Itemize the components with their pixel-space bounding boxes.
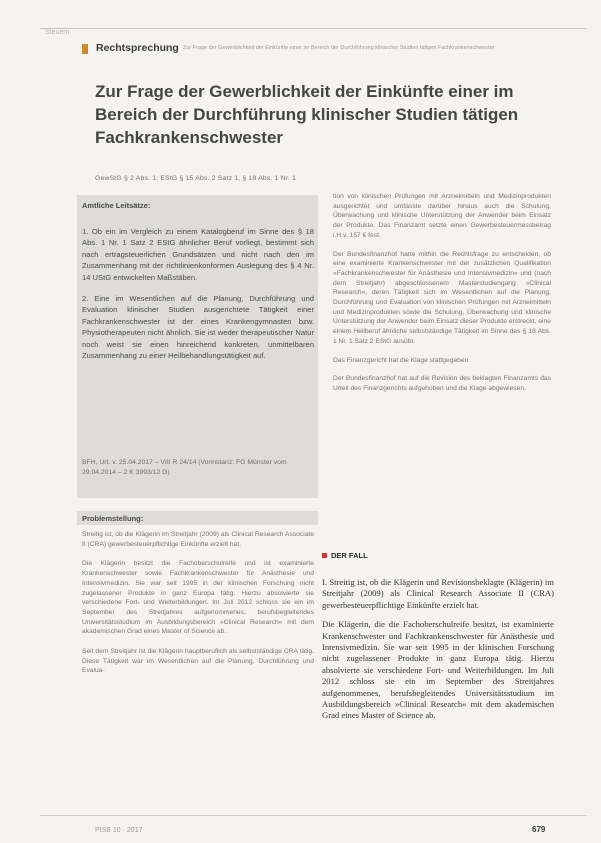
court-citation: BFH, Urt. v. 25.04.2017 – VIII R 24/14 (Vorinstanz: FG Münster vom 29.04.2014 – 2 K 3993/12 G): [82, 459, 287, 476]
page-number: 679: [532, 825, 546, 834]
law-references: GewStG § 2 Abs. 1; EStG § 15 Abs. 2 Satz 1, § 18 Abs. 1 Nr. 1: [95, 175, 297, 182]
rubric-marker: [82, 44, 88, 54]
section-label: Steuern: [45, 29, 70, 36]
leitsaetze-body: [82, 226, 314, 371]
header-rule: [40, 28, 587, 29]
problemstellung-box: [77, 511, 318, 525]
section-bullet: [322, 553, 327, 558]
paragraph: Seit dem Streitjahr ist die Klägerin hauptberuflich als selbstständige CRA tätig. Diese Tätigkeit war im Wesentlichen auf die Planung, Durchführung und Evalua-: [82, 648, 314, 675]
article-title: Zur Frage der Gewerblichkeit der Einkünfte einer im Bereich der Durchführung klinischer Studien tätigen Fachkrankenschwester: [95, 82, 519, 147]
der-fall-heading: DER FALL: [331, 551, 368, 560]
paragraph: I. Streitig ist, ob die Klägerin und Revisionsbeklagte (Klägerin) im Streitjahr (2009) als Clinical Research Associate II (CRA) gewerbesteuerpflichtige Einkünfte erzielt hat.: [322, 577, 554, 610]
rubric-title: Rechtsprechung: [96, 42, 179, 54]
paragraph: tion von klinischen Prüfungen mit Arzneimitteln und Medizinprodukten ausgerichtet und umfasste darüber hinaus auch die Schulung, Überwachung und klinische Unterstützung der Anwender beim Einsatz der Produkte. Das Finanzamt setzte einen Gewerbesteuermessbetrag i.H.v. 157 € fest.: [333, 193, 551, 239]
problemstellung-body: [82, 530, 314, 686]
journal-issue: PISB 10 · 2017: [95, 827, 143, 834]
paragraph: Streitig ist, ob die Klägerin im Streitjahr (2009) als Clinical Research Associate II (CRA) gewerbesteuerpflichtige Einkünfte erzielt hat.: [82, 531, 314, 548]
problemstellung-heading: Problemstellung:: [82, 514, 144, 523]
der-fall-body: [322, 577, 554, 730]
paragraph: Der Bundesfinanzhof hat auf die Revision des beklagten Finanzamts das Urteil des Finanzgerichts aufgehoben und die Klage abgewiesen.: [333, 375, 551, 392]
paragraph: Der Bundesfinanzhof hatte mithin die Rechtsfrage zu entscheiden, ob eine examinierte Krankenschwester mit der zusätzlichen Qualifikation »Fachkrankenschwester für Anästhesie und Intensivmedizin« und (nach dem Streitjahr) abgeschlossenem Masterstudiengang »Clinical Research«, deren Tätigkeit sich im Wesentlichen auf die Planung, Durchführung und Evaluation von klinischen Prüfungen mit Arzneimitteln und Medizinprodukten sowie die Schulung, Überwachung und klinische Unterstützung der Anwender beim Einsatz dieser Produkte erstreckt, eine einem Heilberuf ähnliche selbstständige Tätigkeit im Sinne des § 18 Abs. 1 Nr. 1 Satz 2 EStG ausübt.: [333, 250, 551, 345]
der-fall-heading-row: [322, 551, 368, 560]
paragraph: Die Klägerin besitzt die Fachoberschulreife und ist examinierte Krankenschwester sowie Fachkrankenschwester für Anästhesie und Intensivmedizin. Sie war seit 1995 in der klinischen Forschung nicht zugelassener Produkte in ganz Europa tätig. Hierzu absolvierte sie verschiedene Fort- und Weiterbildungen. Im Juli 2012 schloss sie ein im September des Streitjahres aufgenommenes, berufsbegleitendes Universitätsstudium im Ausbildungsbereich »Clinical Research« mit dem akademischen Grad eines Master of Science ab.: [82, 560, 314, 636]
leitsaetze-heading: Amtliche Leitsätze:: [82, 201, 151, 210]
leitsatz-2: 2. Eine im Wesentlichen auf die Planung, Durchführung und Evaluation klinischer Studien ausgerichtete Tätigkeit einer Fachkrankenschwester ist der eines Krankengymnasten bzw. Physiotherapeuten nicht ähnlich. Sie ist weder therapeutischer Natur noch weist sie einen hinreichend konkreten, unmittelbaren Zusammenhang zu einer Heilbehandlungstätigkeit auf.: [82, 294, 314, 361]
paragraph: Das Finanzgericht hat die Klage stattgegeben.: [333, 356, 471, 364]
leitsatz-1: 1. Ob ein im Vergleich zu einem Katalogberuf im Sinne des § 18 Abs. 1 Nr. 1 Satz 2 EStG ähnlicher Beruf vorliegt, bestimmt sich nach ertragsteuerlichen Grundsätzen und nicht nach den im Zusammenhang mit der richtlinienkonformen Auslegung des § 4 Nr. 14 UStG entwickelten Maßstäben.: [82, 227, 314, 282]
paragraph: Die Klägerin, die die Fachoberschulreife besitzt, ist examinierte Krankenschwester und Fachkrankenschwester für Anästhesie und Intensivmedizin. Sie war seit 1995 in der klinischen Forschung nicht zugelassener Produkte in ganz Europa tätig. Hierzu absolvierte sie verschiedene Fort- und Weiterbildungen. Im Juli 2012 schloss sie ein im September des Streitjahres aufgenommenes, berufsbegleitendes Universitätsstudium im Ausbildungsbereich »Clinical Research« mit dem akademischen Grad eines Master of Science ab.: [322, 619, 554, 721]
rubric-subtitle: Zur Frage der Gewerblichkeit der Einkünfte einer im Bereich der Durchführung klinischer Studien tätigen Fachkrankenschwester: [183, 45, 495, 51]
right-column: [333, 192, 551, 403]
footer-rule: [40, 815, 587, 816]
